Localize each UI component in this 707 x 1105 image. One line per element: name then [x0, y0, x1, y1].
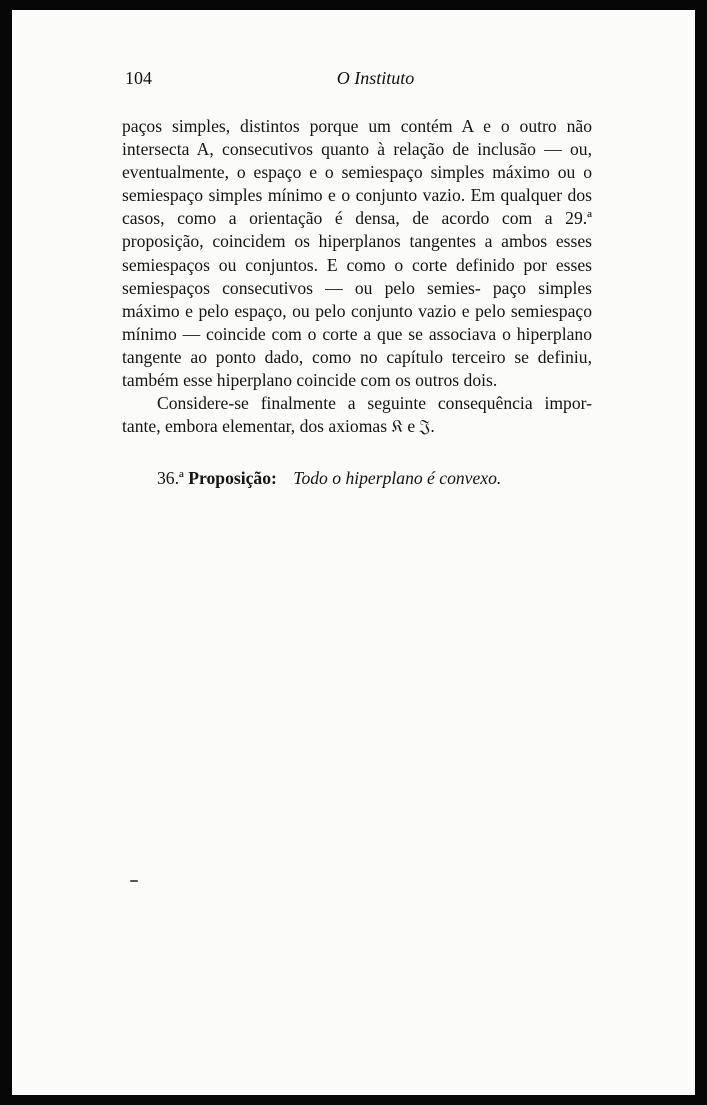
page-number: 104 [125, 68, 152, 88]
proposition-statement: Todo o hiperplano é convexo. [293, 468, 502, 488]
print-speck [130, 880, 138, 882]
proposition-number: 36.ª [157, 468, 184, 488]
body-text [122, 115, 592, 438]
proposition-label: Proposição: [188, 468, 277, 488]
paragraph-2: Considere-se finalmente a seguinte consequência impor- tante, embora elementar, dos axiomas 𝔎 e 𝔍. [122, 393, 592, 437]
paragraph-1: paços simples, distintos porque um contém A e o outro não intersecta A, consecutivos quanto à relação de inclusão — ou, eventualmente, o espaço e o semiespaço simples máximo ou o semiespaço simples mínimo e o conjunto vazio. Em qualquer dos casos, como a orientação é densa, de acordo com a 29.ª proposição, coincidem os hiperplanos tangentes a ambos esses semiespaços ou conjuntos. E como o corte definido por esses semiespaços consecutivos — ou pelo semies- paço simples máximo e pelo espaço, ou pelo conjunto vazio e pelo semiespaço mínimo — coincide com o corte a que se associava o hiperplano tangente ao ponto dado, como no capítulo terceiro se definiu, também esse hiperplano coincide com os outros dois. [122, 116, 592, 391]
running-title: O Instituto [336, 68, 415, 88]
book-page [12, 10, 695, 1095]
proposition [157, 468, 501, 489]
